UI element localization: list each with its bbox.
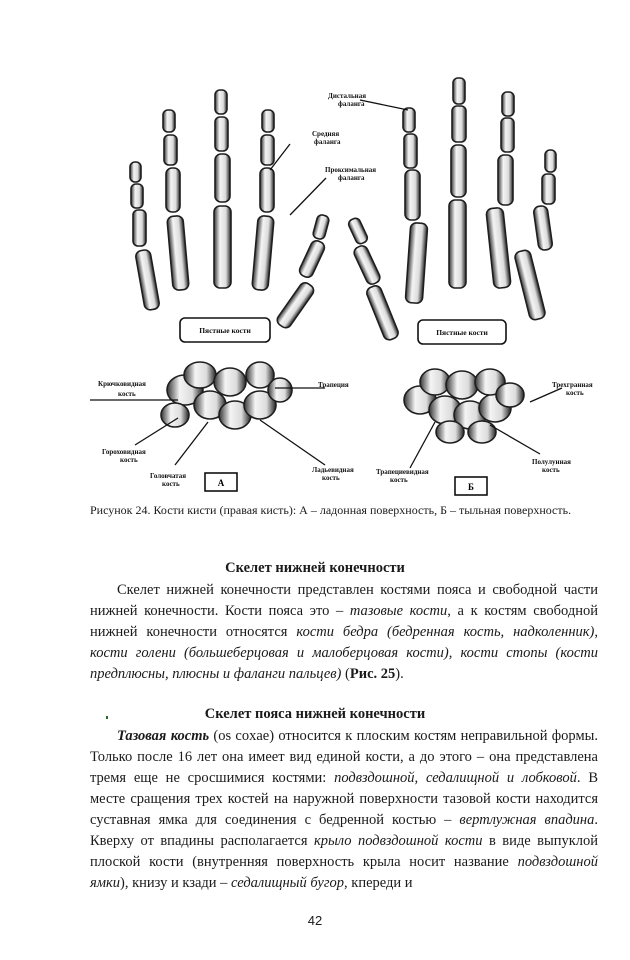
pelvic-bone-paragraph <box>90 726 598 894</box>
italic-term: вертлужная впадина <box>459 812 595 828</box>
trapezium-label: Трапеция <box>318 381 349 389</box>
italic-term: кости бедра (бедренная кость, надколенник) <box>296 624 595 640</box>
section-heading-pelvic-girdle: Скелет пояса нижней конечности <box>204 706 426 722</box>
hand-b-dorsal <box>347 78 556 443</box>
bold-term: Тазовая кость <box>117 728 210 744</box>
text-span: (os coxae) относится к плоским костям неправильной формы. Только после 16 лет она имеет вид единой кости, а до этого – она представлена тремя еще не сросшимися костями: <box>90 728 598 786</box>
middle-phalanx-label-1: Средняя <box>312 130 340 138</box>
text-span: . В месте сращения трех костей на наружной поверхности тазовой кости находится суставная ямка для соединения с бедренной костью – <box>90 770 598 828</box>
trapezoid-label-2: кость <box>390 476 408 484</box>
text-span: ), книзу и кзади – <box>120 875 232 891</box>
pisiform-label-1: Гороховидная <box>102 448 146 456</box>
metacarpals-box-a <box>180 318 270 342</box>
lunate-label-1: Полулунная <box>532 458 571 466</box>
text-span: ( <box>341 666 350 682</box>
italic-term: подвздошной, седалищной и лобковой <box>334 770 577 786</box>
text-span: ). <box>395 666 404 682</box>
hamate-label-1: Крючковидная <box>98 380 146 388</box>
lower-limb-paragraph <box>90 580 598 685</box>
text-span: , а к костям свободной нижней конечности относятся <box>90 603 598 640</box>
section-heading-lower-limb: Скелет нижней конечности <box>225 560 405 576</box>
panel-a-letter: А <box>217 478 225 488</box>
italic-term: подвздошной ямки <box>90 854 598 891</box>
trapezoid-label-1: Трапециевидная <box>376 468 429 476</box>
hamate-label-2: кость <box>118 390 136 398</box>
metacarpals-label-b: Пястные кости <box>436 328 488 337</box>
triquetral-label-1: Трехгранная <box>552 381 593 389</box>
figure-caption: Рисунок 24. Кости кисти (правая кисть): А – ладонная поверхность, Б – тыльная поверхность. <box>90 503 572 517</box>
hand-a-palmar <box>130 90 330 429</box>
scaphoid-label-1: Ладьевидная <box>312 466 354 474</box>
italic-term: тазовые кости <box>349 603 448 619</box>
hand-bones-figure <box>90 70 610 500</box>
proximal-phalanx-label-1: Проксимальная <box>325 166 377 174</box>
lunate-label-2: кость <box>542 466 560 474</box>
italic-term: крыло подвздошной кости <box>313 833 483 849</box>
capitate-label-1: Головчатая <box>150 472 187 480</box>
panel-b-letter: Б <box>468 482 474 492</box>
italic-term: кости голени (большеберцовая и малоберцовая кости), кости стопы (кости предплюсны, плюсны и фаланги пальцев) <box>90 645 598 682</box>
text-span: , кпереди и <box>344 875 413 891</box>
figure-reference: Рис. 25 <box>349 666 396 682</box>
distal-phalanx-label-1: Дистальная <box>328 92 366 100</box>
triquetral-label-2: кость <box>566 389 584 397</box>
metacarpals-label-a: Пястные кости <box>199 326 251 335</box>
text-span: , <box>594 624 598 640</box>
metacarpals-box-b <box>418 320 506 344</box>
proximal-phalanx-label-2: фаланга <box>338 174 365 182</box>
pisiform-label-2: кость <box>120 456 138 464</box>
page-number: 42 <box>307 913 323 928</box>
panel-a-box <box>205 473 237 491</box>
text-span: в виде выпуклой плоской кости (внутренняя поверхность крыла носит название <box>90 833 598 870</box>
capitate-label-2: кость <box>162 480 180 488</box>
text-span: . Кверху от впадины располагается <box>90 812 598 849</box>
distal-phalanx-label-2: фаланга <box>338 100 365 108</box>
panel-b-box <box>455 477 487 495</box>
text-span: Скелет нижней конечности представлен костями пояса и свободной части нижней конечности. Кости пояса это – <box>90 582 598 619</box>
italic-term: седалищный бугор <box>231 875 345 891</box>
scaphoid-label-2: кость <box>322 474 340 482</box>
hand-skeleton-illustration <box>90 70 610 500</box>
middle-phalanx-label-2: фаланга <box>314 138 341 146</box>
